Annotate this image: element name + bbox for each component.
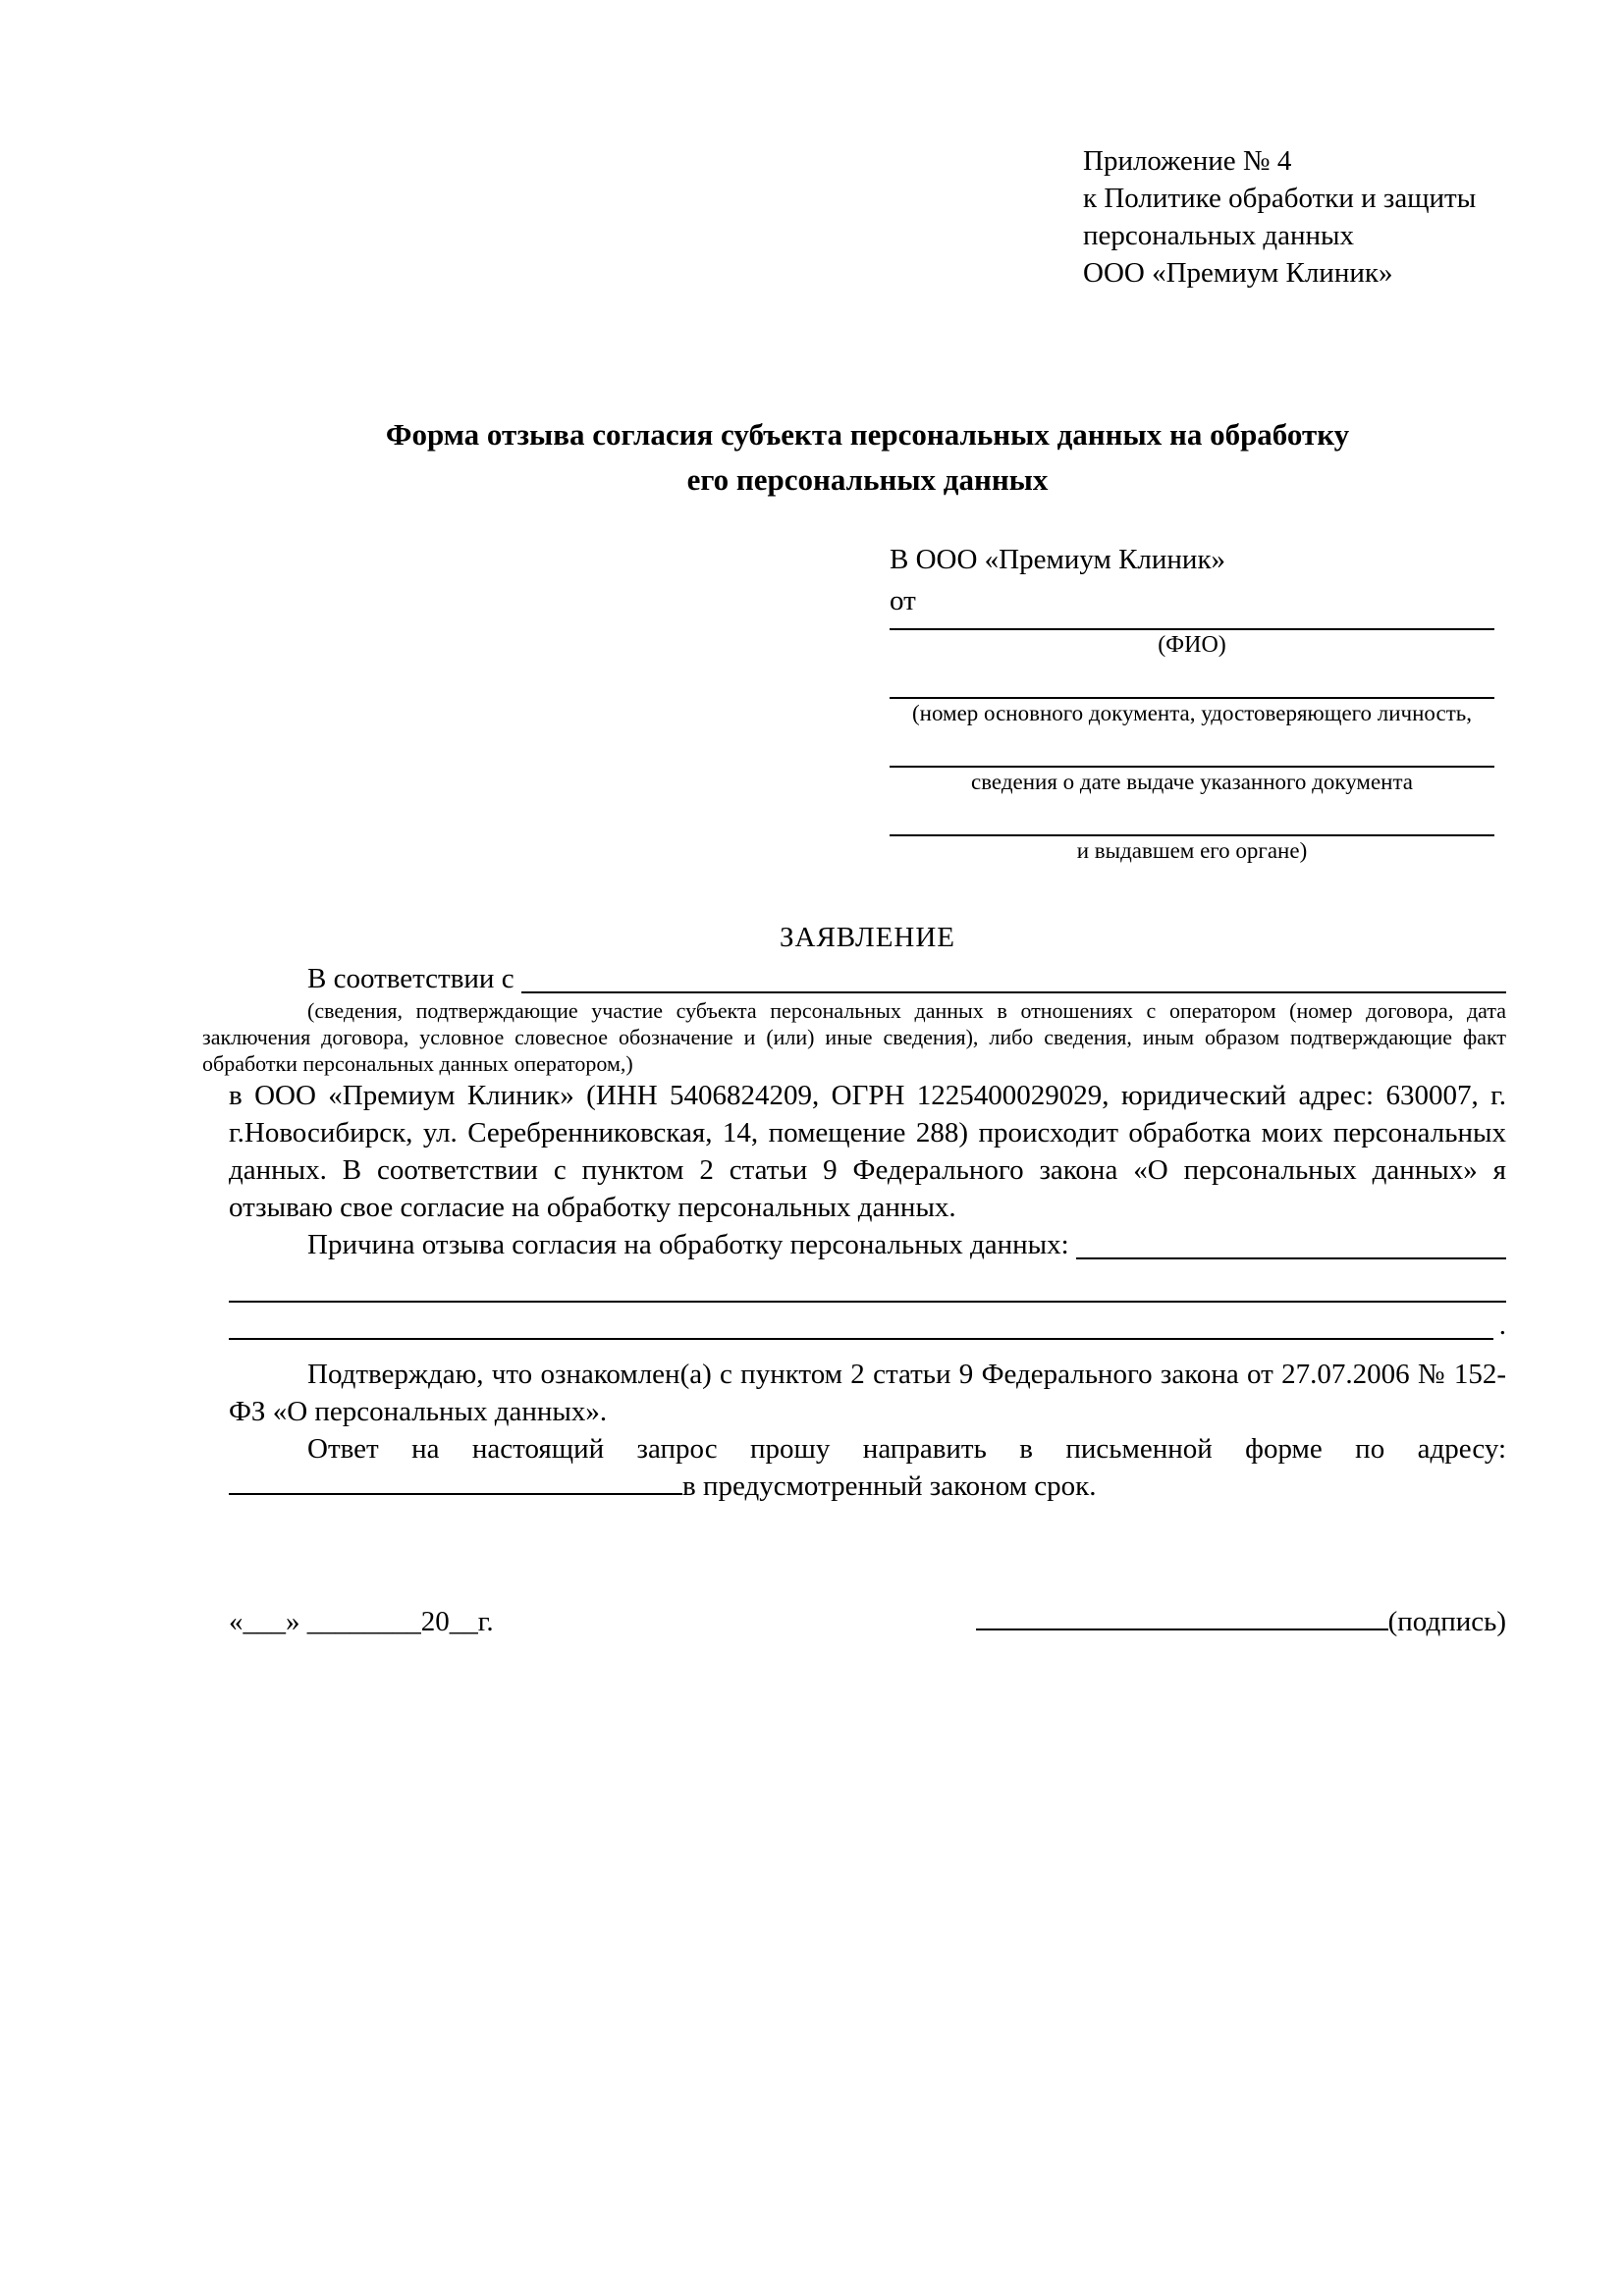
blank-row-period: . [1498, 1309, 1506, 1341]
doc-number-input-line[interactable] [890, 660, 1494, 699]
reply-suffix: в предусмотренный законом срок. [682, 1470, 1097, 1502]
reply-address-row [229, 1468, 1506, 1505]
document-title-line2: его персональных данных [686, 462, 1049, 497]
reason-blank-row-1 [229, 1263, 1506, 1307]
addressee-block [890, 538, 1494, 866]
doc-issue-date-caption: сведения о дате выдаче указанного документа [970, 770, 1414, 794]
appendix-line: персональных данных [1083, 220, 1355, 251]
appendix-block [1083, 142, 1506, 292]
basis-input-line[interactable] [521, 962, 1506, 993]
reply-request-paragraph: Ответ на настоящий запрос прошу направить в письменной форме по адресу: [307, 1433, 1506, 1465]
doc-number-caption: (номер основного документа, удостоверяющего личность, [911, 701, 1472, 725]
confirmation-paragraph: Подтверждаю, что ознакомлен(а) с пунктом 2 статьи 9 Федерального закона от 27.07.2006 № 152-ФЗ «О персональных данных». [229, 1359, 1506, 1427]
reason-input-line-2[interactable] [229, 1271, 1506, 1303]
reason-label: Причина отзыва согласия на обработку персональных данных: [307, 1229, 1076, 1260]
reason-input-line-3[interactable] [229, 1308, 1493, 1340]
document-title-line1: Форма отзыва согласия субъекта персональных данных на обработку [385, 417, 1350, 452]
appendix-line: к Политике обработки и защиты [1083, 183, 1477, 214]
appendix-line: Приложение № 4 [1083, 145, 1292, 177]
reply-address-input-line[interactable] [229, 1493, 682, 1495]
doc-issue-date-input-line[interactable] [890, 728, 1494, 768]
basis-footnote: (сведения, подтверждающие участие субъекта персональных данных в отношениях с оператором (номер договора, дата заключения договора, условное словесное обозначение и (или) иные сведения), либо сведения, иным образом подтверждающие факт обработки персональных данных оператором,) [202, 998, 1506, 1076]
signature-group [976, 1603, 1506, 1640]
doc-issuer-input-line[interactable] [890, 797, 1494, 836]
doc-issuer-caption: и выдавшем его органе) [1076, 838, 1308, 863]
addressee-from-label: от [890, 585, 916, 616]
statement-heading: ЗАЯВЛЕНИЕ [779, 922, 956, 953]
basis-row [229, 960, 1506, 997]
reason-blank-row-2 [229, 1307, 1506, 1344]
addressee-to: В ООО «Премиум Клиник» [890, 544, 1226, 575]
basis-label: В соответствии с [307, 963, 521, 994]
document-title [229, 412, 1506, 503]
signature-caption: (подпись) [1387, 1606, 1506, 1637]
signature-footer [229, 1603, 1506, 1640]
fio-input-line[interactable] [890, 620, 1494, 630]
date-blank[interactable]: «___» ________20__г. [229, 1606, 494, 1637]
main-paragraph: в ООО «Премиум Клиник» (ИНН 5406824209, ОГРН 1225400029029, юридический адрес: 630007, г. г.Новосибирск, ул. Серебренниковская, 14, помещение 288) происходит обработка моих персональных данных. В соответствии с пунктом 2 статьи 9 Федерального закона «О персональных данных» я отзываю свое согласие на обработку персональных данных. [229, 1080, 1506, 1223]
appendix-line: ООО «Премиум Клиник» [1083, 257, 1393, 289]
reason-row [229, 1226, 1506, 1263]
fio-caption: (ФИО) [1158, 632, 1226, 658]
signature-input-line[interactable] [976, 1629, 1388, 1630]
reason-input-line[interactable] [1076, 1228, 1506, 1259]
